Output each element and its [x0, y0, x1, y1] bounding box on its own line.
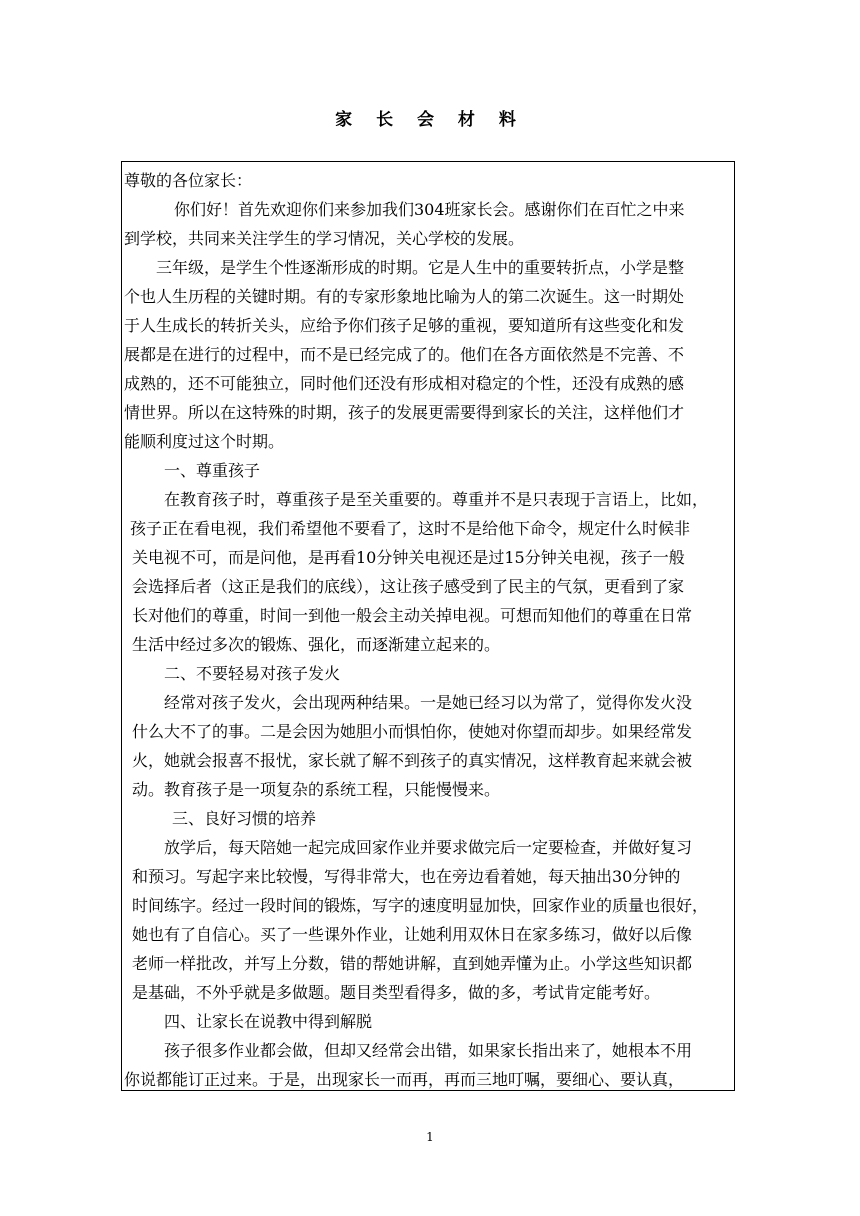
section-heading: 三、良好习惯的培养: [172, 809, 317, 828]
paragraph-line: 情世界。所以在这特殊的时期，孩子的发展更需要得到家长的关注，这样他们才: [124, 403, 685, 422]
paragraph-line: 孩子很多作业都会做，但却又经常会出错，如果家长指出来了，她根本不用: [164, 1041, 693, 1060]
paragraph-line: 关电视不可，而是问他，是再看10分钟关电视还是过15分钟关电视，孩子一般: [132, 548, 685, 567]
document-title: 家 长 会 材 料: [335, 110, 525, 130]
paragraph-line: 长对他们的尊重，时间一到他一般会主动关掉电视。可想而知他们的尊重在日常: [132, 606, 693, 625]
paragraph-line: 动。教育孩子是一项复杂的系统工程，只能慢慢来。: [132, 780, 501, 799]
paragraph-line: 经常对孩子发火，会出现两种结果。一是她已经习以为常了，觉得你发火没: [164, 693, 693, 712]
paragraph-line: 你们好！首先欢迎你们来参加我们304班家长会。感谢你们在百忙之中来: [174, 200, 685, 219]
paragraph-line: 到学校，共同来关注学生的学习情况，关心学校的发展。: [124, 229, 525, 248]
paragraph-line: 个也人生历程的关键时期。有的专家形象地比喻为人的第二次诞生。这一时期处: [124, 287, 685, 306]
paragraph-line: 三年级，是学生个性逐渐形成的时期。它是人生中的重要转折点，小学是整: [156, 258, 685, 277]
paragraph-line: 时间练字。经过一段时间的锻炼，写字的速度明显加快，回家作业的质量也很好，: [132, 896, 709, 915]
section-heading: 一、尊重孩子: [164, 461, 261, 480]
paragraph-line: 在教育孩子时，尊重孩子是至关重要的。尊重并不是只表现于言语上，比如，: [164, 490, 709, 509]
page-number: 1: [426, 1130, 434, 1144]
paragraph-line: 你说都能订正过来。于是，出现家长一而再，再而三地叮嘱，要细心、要认真，: [124, 1070, 685, 1089]
paragraph-line: 于人生成长的转折关头，应给予你们孩子足够的重视，要知道所有这些变化和发: [124, 316, 685, 335]
paragraph-line: 孩子正在看电视，我们希望他不要看了，这时不是给他下命令，规定什么时候非: [130, 519, 691, 538]
paragraph-line: 展都是在进行的过程中，而不是已经完成了的。他们在各方面依然是不完善、不: [124, 345, 685, 364]
content-frame: [121, 161, 735, 1091]
paragraph-line: 她也有了自信心。买了一些课外作业，让她利用双休日在家多练习，做好以后像: [132, 925, 693, 944]
section-heading: 四、让家长在说教中得到解脱: [164, 1012, 373, 1031]
paragraph-line: 放学后，每天陪她一起完成回家作业并要求做完后一定要检查，并做好复习: [164, 838, 693, 857]
paragraph-line: 和预习。写起字来比较慢，写得非常大，也在旁边看着她，每天抽出30分钟的: [132, 867, 681, 886]
paragraph-line: 火，她就会报喜不报忧，家长就了解不到孩子的真实情况，这样教育起来就会被: [132, 751, 693, 770]
paragraph-line: 能顺利度过这个时期。: [124, 432, 285, 451]
paragraph-line: 生活中经过多次的锻炼、强化，而逐渐建立起来的。: [132, 635, 501, 654]
section-heading: 二、不要轻易对孩子发火: [164, 664, 341, 683]
paragraph-line: 成熟的，还不可能独立，同时他们还没有形成相对稳定的个性，还没有成熟的感: [124, 374, 685, 393]
paragraph-line: 会选择后者（这正是我们的底线），这让孩子感受到了民主的气氛，更看到了家: [132, 577, 685, 596]
paragraph-line: 是基础，不外乎就是多做题。题目类型看得多，做的多，考试肯定能考好。: [132, 983, 661, 1002]
salutation-line: 尊敬的各位家长：: [124, 171, 253, 190]
paragraph-line: 老师一样批改，并写上分数，错的帮她讲解，直到她弄懂为止。小学这些知识都: [132, 954, 693, 973]
paragraph-line: 什么大不了的事。二是会因为她胆小而惧怕你，使她对你望而却步。如果经常发: [132, 722, 693, 741]
